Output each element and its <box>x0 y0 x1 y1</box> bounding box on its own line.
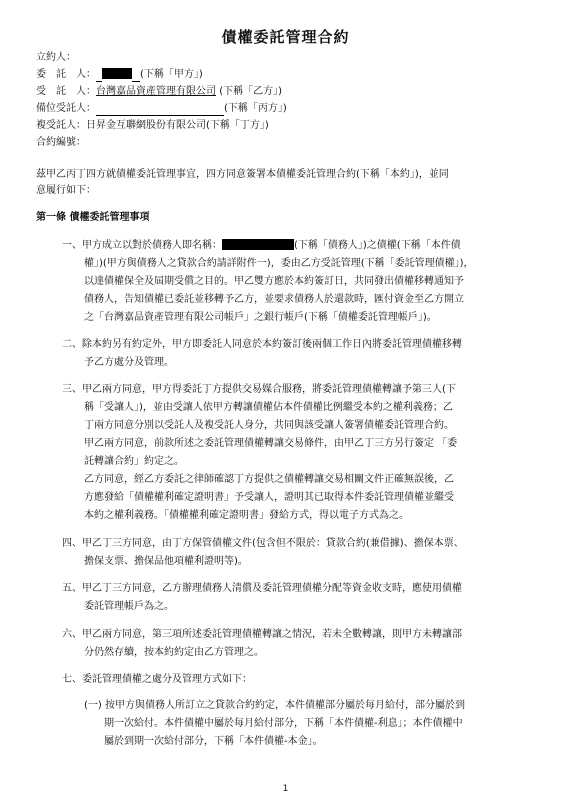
trustee-line <box>36 85 282 98</box>
clause-3-line: 託轉讓合約」約定之。 <box>84 456 184 467</box>
trustee-name: 台灣嘉品資產管理有限公司 <box>96 86 216 97</box>
clause-1-line: 債務人，告知債權已委託並移轉予乙方，並要求債務人於還款時，匯付資金至乙方開立 <box>84 294 464 305</box>
redacted-principal-name <box>102 68 132 79</box>
backup-suffix: (下稱「丙方」) <box>224 103 287 114</box>
clause-3-line: 丁兩方同意分別以受託人及複受託人身分，共同與該受讓人簽署債權委託管理合約。 <box>84 420 454 431</box>
parties-heading: 立約人： <box>36 52 76 63</box>
clause-4-line: 擔保支票、擔保品他項權利證明等)。 <box>84 556 248 567</box>
principal-line <box>36 68 203 82</box>
clause-2-line: 予乙方處分及管理。 <box>84 357 174 368</box>
page-number: 1 <box>282 784 289 794</box>
clause-text: 一、甲方成立以對於債務人即名稱： <box>62 240 222 251</box>
contract-no-label: 合約編號： <box>36 137 86 148</box>
clause-7-title: 七、委託管理債權之處分及管理方式如下： <box>62 674 252 685</box>
clause-6-line: 分仍然存續，按本約約定由乙方管理之。 <box>84 647 264 658</box>
clause-3-line: 三、甲乙兩方同意，甲方得委託丁方提供交易媒合服務，將委託管理債權轉讓予第三人(下 <box>62 384 456 395</box>
clause-5-line: 五、甲乙丁三方同意，乙方辦理債務人清償及委託管理債權分配等資金收支時，應使用債權 <box>62 583 462 594</box>
clause-7-1-line: 期一次給付。本件債權中屬於每月給付部分，下稱「本件債權-利息」；本件債權中 <box>104 718 463 729</box>
principal-suffix: (下稱「甲方」) <box>140 69 203 80</box>
clause-3-line: 乙方同意，經乙方委託之律師確認丁方提供之債權轉讓交易相關文件正確無誤後，乙 <box>84 474 454 485</box>
redacted-debtor-name <box>222 239 294 250</box>
clause-3-line: 方應發給「債權權利確定證明書」予受讓人，證明其已取得本件委託管理債權並繼受 <box>84 492 454 503</box>
clause-7-1-line: (一) 按甲方與債務人所訂立之貸款合約約定，本件債權部分屬於每月給付，部分屬於到 <box>84 700 465 711</box>
clause-text: (下稱「債務人」)之債權(下稱「本件債 <box>294 240 461 251</box>
clause-1-line: 之「台灣嘉品資產管理有限公司帳戶」之銀行帳戶(下稱「債權委託管理帳戶」)。 <box>84 312 437 323</box>
clause-5-line: 委託管理帳戶為之。 <box>84 601 174 612</box>
clause-6-line: 六、甲乙兩方同意，第三項所述委託管理債權轉讓之情況，若未全數轉讓，則甲方未轉讓部 <box>62 629 462 640</box>
preamble-line: 茲甲乙丙丁四方就債權委託管理事宜，四方同意簽署本債權委託管理合約(下稱「本約」)，並同 <box>36 169 449 180</box>
clause-3-line: 本約之權利義務。「債權權利確定證明書」發給方式，得以電子方式為之。 <box>84 510 409 521</box>
preamble-line: 意履行如下： <box>36 185 96 196</box>
clause-1-line <box>62 239 461 252</box>
clause-1-line: 權」)(甲方與債務人之貸款合約請詳附件一)，委由乙方受託管理(下稱「委託管理債權」)， <box>84 258 474 269</box>
clause-3-line: 稱「受讓人」)，並由受讓人依甲方轉讓債權佔本件債權比例繼受本約之權利義務；乙 <box>84 402 453 413</box>
backup-trustee-line <box>36 102 287 116</box>
backup-blank <box>96 102 224 116</box>
document-title: 債權委託管理合約 <box>221 28 350 46</box>
clause-1-line: 以達債權保全及屆期受償之目的。甲乙雙方應於本約簽訂日，共同發出債權移轉通知予 <box>84 276 464 287</box>
trustee-label: 受 託 人： <box>36 86 96 97</box>
clause-4-line: 四、甲乙丁三方同意，由丁方保管債權文件(包含但不限於：貸款合約(兼借據)、擔保本票、 <box>62 538 464 549</box>
clause-2-line: 二、除本約另有約定外，甲方即委託人同意於本約簽訂後兩個工作日內將委託管理債權移轉 <box>62 339 462 350</box>
backup-label: 備位受託人： <box>36 103 96 114</box>
clause-3-line: 甲乙兩方同意，前款所述之委託管理債權轉讓交易條件，由甲乙丁三方另行簽定 「委 <box>84 438 458 449</box>
retrustee-label: 複受託人： <box>36 120 86 131</box>
retrustee-text: 日昇金互聯網股份有限公司(下稱「丁方」) <box>86 120 269 131</box>
clause-7-1-line: 屬於到期一次給付部分，下稱「本件債權-本金」。 <box>104 736 323 747</box>
trustee-suffix: (下稱「乙方」) <box>219 86 282 97</box>
retrustee-line <box>36 119 269 132</box>
principal-label: 委 託 人： <box>36 69 96 80</box>
article-heading: 第一條 債權委託管理事項 <box>36 212 150 223</box>
